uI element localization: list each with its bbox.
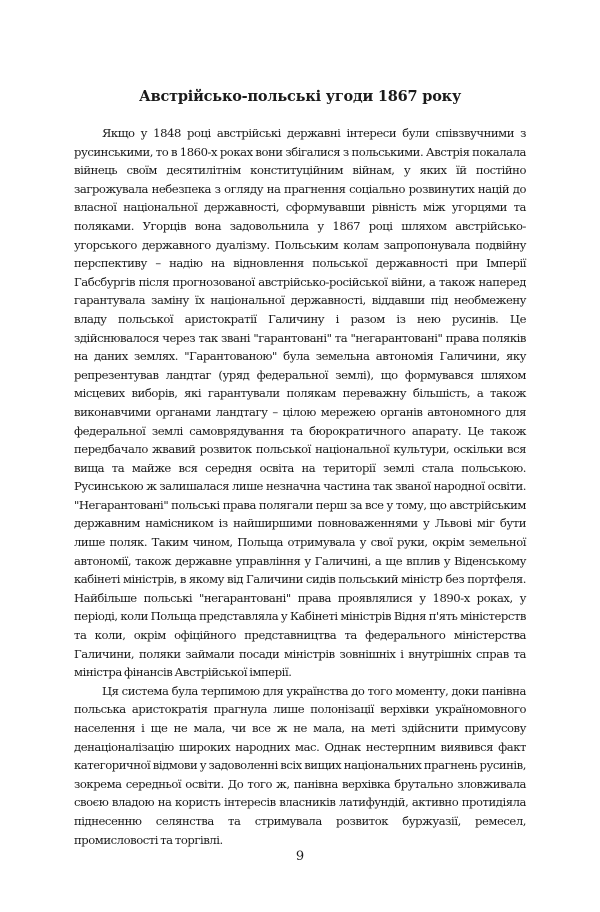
body-text — [74, 124, 526, 849]
paragraph-1: Якщо у 1848 році австрійські державні інтереси були співзвучними з русинськими, то в 1860-х роках вони збігалися з польськими. Австрія покалала війнець своїм десятилітнім конституційним війнам, у яких їй постійно загрожувала небезпека з огляду на прагнення соціально розвинутих націй до власної національної державності, сформувавши рівність між угорцями та поляками. Угорців вона задовольнила у 1867 році шляхом австрійсько-угорського державного дуалізму. Польським колам запропонувала подвійну перспективу – надію на відновлення польської державності при Імперії Габсбургів після прогнозованої австрійсько-російської війни, а також наперед гарантувала заміну їх національної державності, віддавши під необмежену владу польської аристократії Галичину і разом із нею русинів. Це здійснювалося через так звані "гарантовані" та "негарантовані" права поляків на даних землях. "Гарантованою" була земельна автономія Галичини, яку репрезентував ландтаг (уряд федеральної землі), що формувався шляхом місцевих виборів, які гарантували полякам переважну більшість, а також виконавчими органами ландтагу – цілою мережею органів автономного для федеральної землі самоврядування та бюрократичного апарату. Це також передбачало жвавий розвиток польської національної культури, оскільки вся вища та майже вся середня освіта на території землі стала польською. Русинською ж залишалася лише незначна частина так званої народної освіти. "Негарантовані" польські права полягали перш за все у тому, що австрійським державним намісником із найширшими повноваженнями у Львові міг бути лише поляк. Таким чином, Польща отримувала у свої руки, окрім земельної автономії, також державне управління у Галичині, а ще вплив у Віденському кабінеті міністрів, в якому від Галичини сидів польський міністр без портфеля. Найбільше польські "негарантовані" права проявлялися у 1890-х роках, у періоді, коли Польща представляла у Кабінеті міністрів Відня п'ять міністерств та коли, окрім офіційного представництва та федерального міністерства Галичини, поляки займали посади міністрів зовнішніх і внутрішніх справ та міністра фінансів Австрійської імперії. — [74, 126, 526, 680]
page-number: 9 — [295, 849, 305, 864]
paragraph-2: Ця система була терпимою для українства до того моменту, доки панівна польська аристократія прагнула лише полонізації верхівки україномовного населення і ще не мала, чи все ж не мала, на меті здійснити примусову денаціоналізацію широких народних мас. Однак нестерпним виявився факт категоричної відмови у задоволенні всіх вищих національних прагнень русинів, зокрема середньої освіти. До того ж, панівна верхівка брутально зловживала своєю владою на користь інтересів власників латифундій, активно протидіяла піднесенню селянства та стримувала розвиток буржуазії, ремесел, промисловості та торгівлі. — [74, 683, 526, 847]
section-title: Австрійсько-польські угоди 1867 року — [138, 88, 462, 105]
